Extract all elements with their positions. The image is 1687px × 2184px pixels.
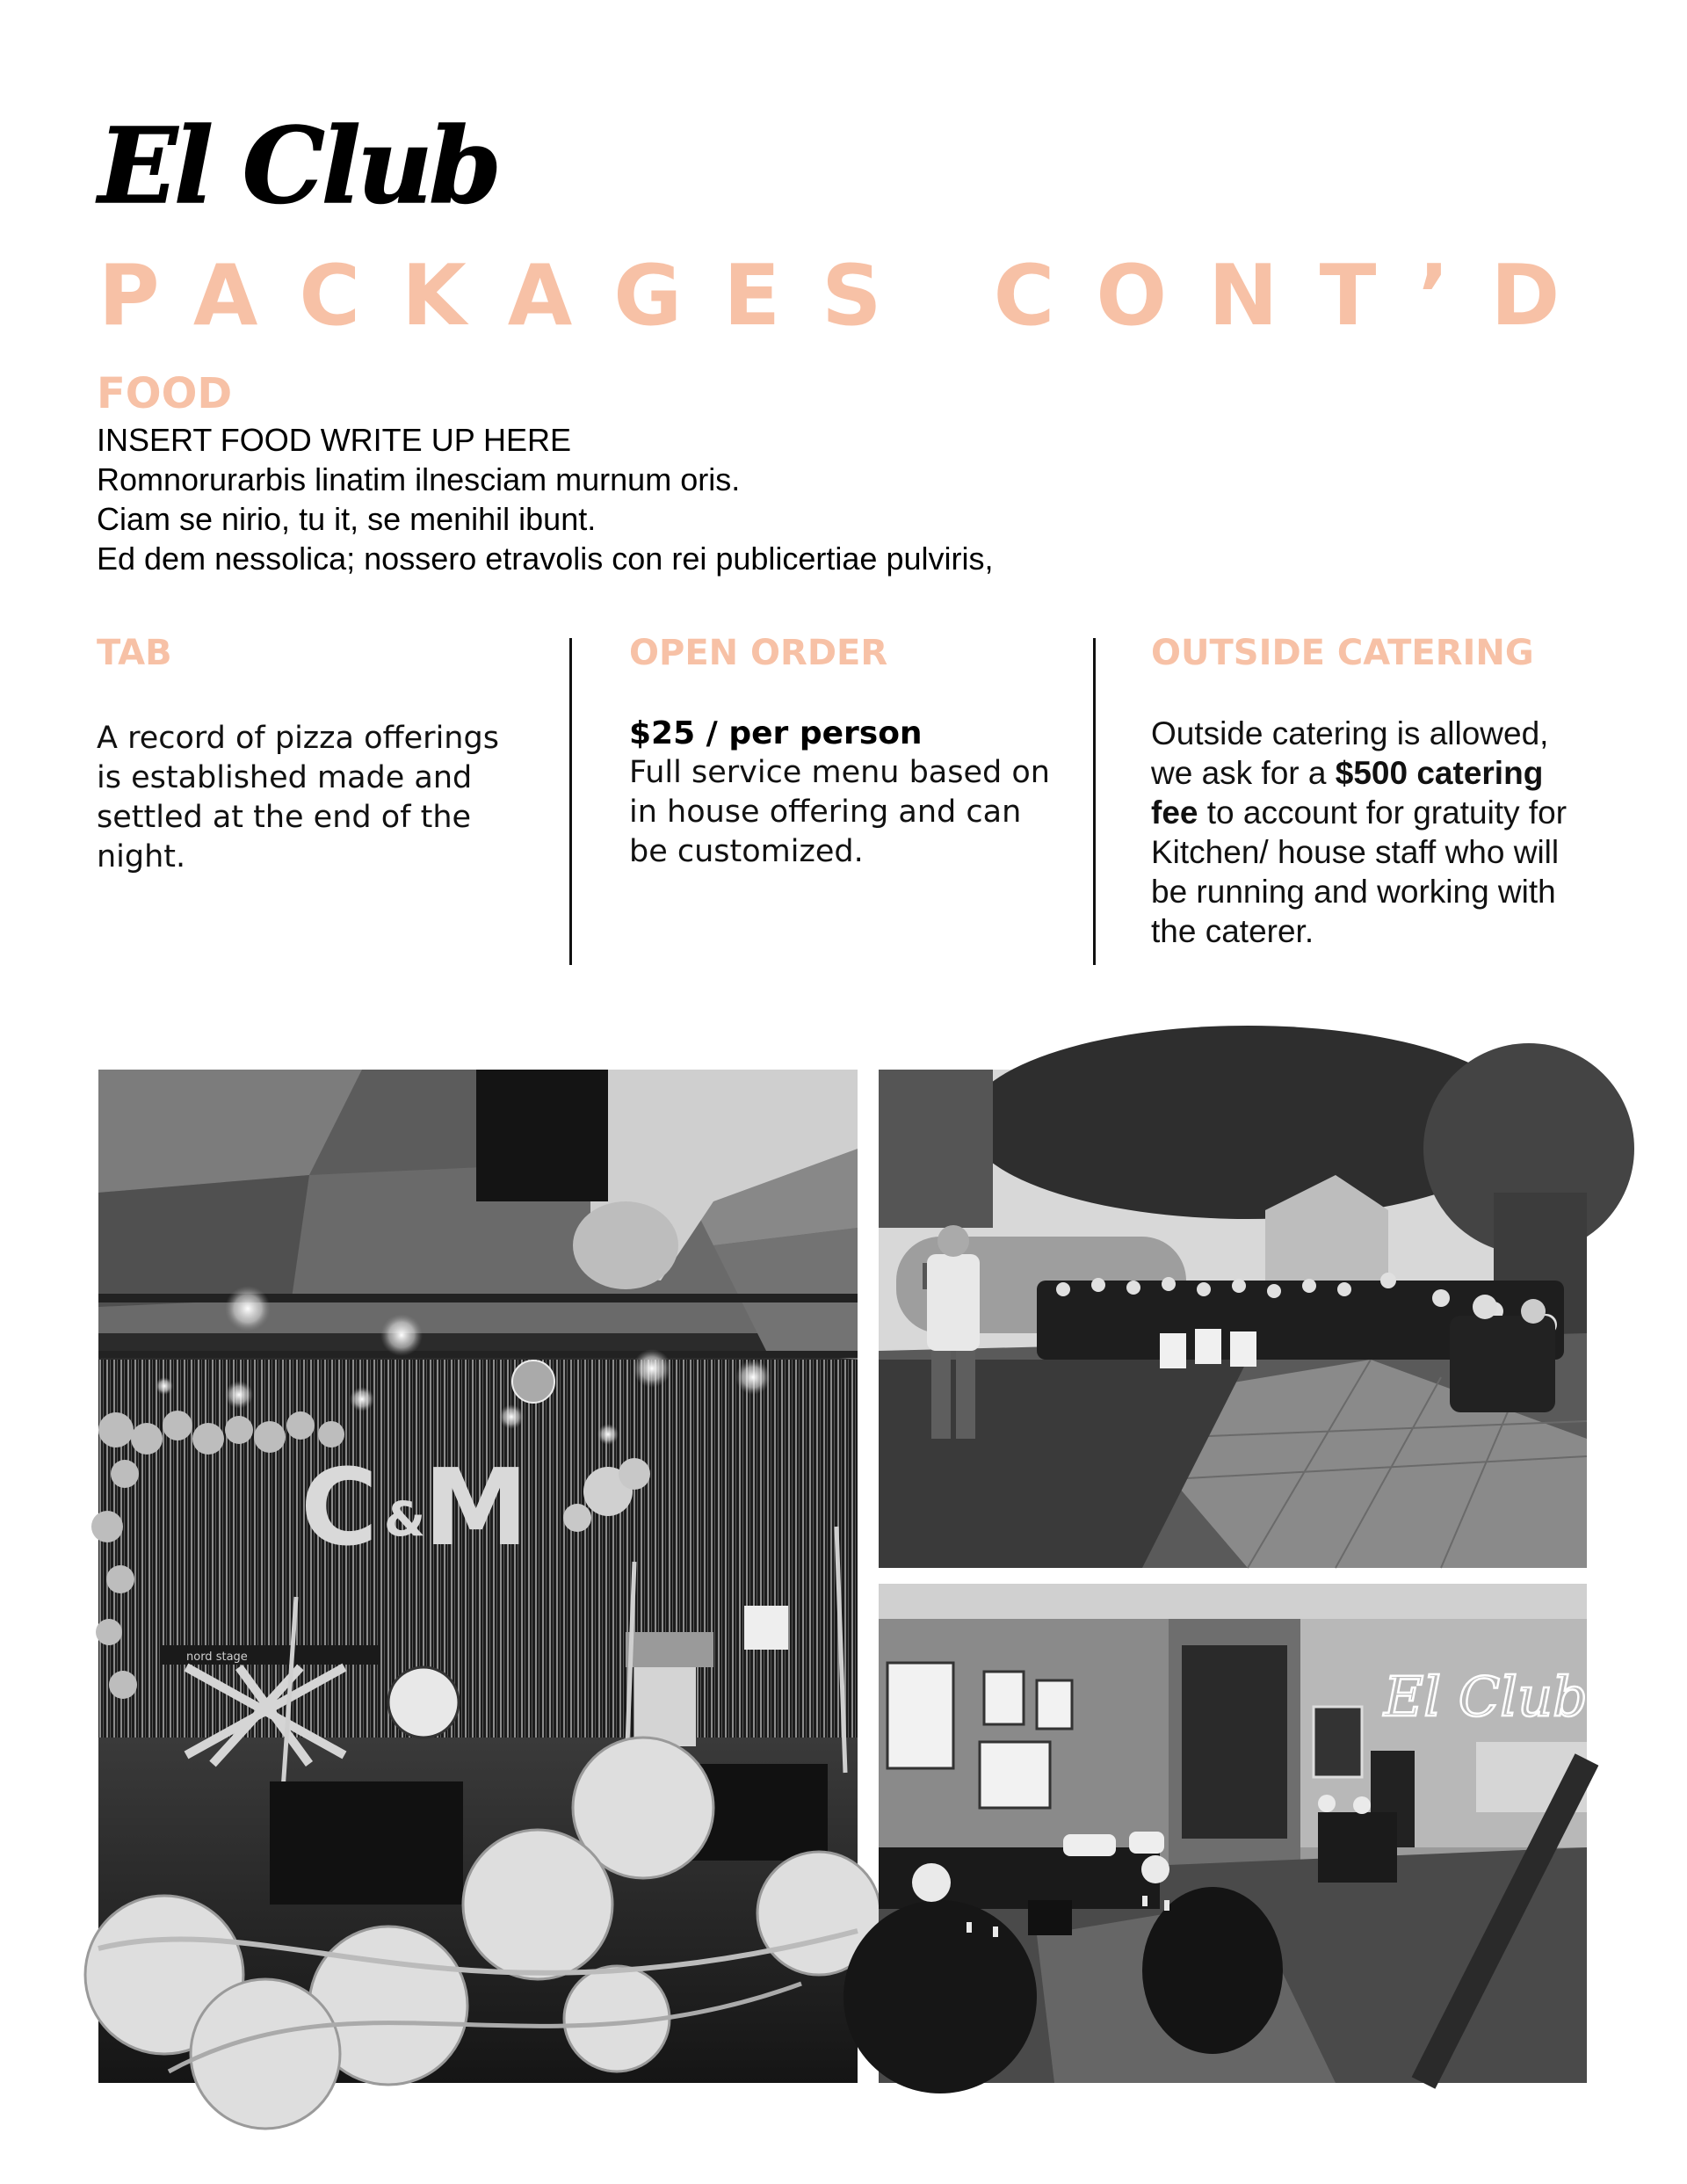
- open-order-column-text: [629, 714, 1086, 872]
- balloon-letter: M: [424, 1448, 529, 1570]
- catering-line: Outside catering is allowed,: [1151, 715, 1549, 751]
- neon-sign: El Club: [1384, 1665, 1588, 1729]
- catering-line: Kitchen/ house staff who will: [1151, 834, 1560, 870]
- interior-lounge-photo: [879, 1584, 1587, 2083]
- tab-line: is established made and: [97, 760, 473, 795]
- food-section-title: FOOD: [97, 369, 233, 418]
- catering-fee-word: fee: [1151, 795, 1198, 831]
- balloon-letter: C: [300, 1448, 379, 1570]
- outside-catering-column-text: [1151, 714, 1625, 951]
- open-order-line: Full service menu based on: [629, 755, 1050, 790]
- food-line: Ed dem nessolica; nossero etravolis con rei publicertiae pulviris,: [97, 541, 994, 577]
- keyboard-label: nord stage: [186, 1651, 248, 1664]
- catering-line: [1151, 753, 1625, 793]
- open-order-line: be customized.: [629, 834, 864, 869]
- column-divider: [569, 638, 572, 965]
- open-order-column-title: OPEN ORDER: [629, 633, 888, 673]
- open-order-price: $25 / per person: [629, 715, 923, 751]
- stage-photo: [98, 1070, 858, 2083]
- food-line: INSERT FOOD WRITE UP HERE: [97, 422, 572, 458]
- outside-catering-column-title: OUTSIDE CATERING: [1151, 633, 1534, 673]
- page-title: PACKAGES CONT’D: [98, 248, 1602, 345]
- food-description: [97, 420, 1239, 578]
- open-order-line: in house offering and can: [629, 795, 1022, 830]
- tab-line: A record of pizza offerings: [97, 721, 499, 756]
- catering-text: to account for gratuity for: [1198, 795, 1568, 831]
- el-club-script-logo-icon: [95, 104, 498, 227]
- food-line: Ciam se nirio, tu it, se menihil ibunt.: [97, 501, 597, 537]
- tab-line: night.: [97, 839, 186, 874]
- outdoor-scene-image: [879, 1070, 1587, 1568]
- catering-line: the caterer.: [1151, 913, 1314, 949]
- catering-line: [1151, 793, 1625, 832]
- catering-line: be running and working with: [1151, 874, 1556, 910]
- interior-scene-image: [879, 1584, 1587, 2083]
- tab-column-text: [97, 719, 554, 877]
- catering-text: we ask for a: [1151, 755, 1336, 791]
- logo-wordmark: El Club: [98, 105, 498, 227]
- food-line: Romnorurarbis linatim ilnesciam murnum oris.: [97, 461, 741, 497]
- el-club-logo: [95, 104, 498, 227]
- balloon-letter: &: [384, 1491, 426, 1547]
- tab-column-title: TAB: [97, 633, 172, 673]
- column-divider: [1093, 638, 1096, 965]
- stage-scene-image: [98, 1070, 858, 2083]
- outdoor-ceremony-photo: [879, 1070, 1587, 1568]
- tab-line: settled at the end of the: [97, 800, 472, 835]
- catering-fee-amount: $500 catering: [1335, 755, 1544, 791]
